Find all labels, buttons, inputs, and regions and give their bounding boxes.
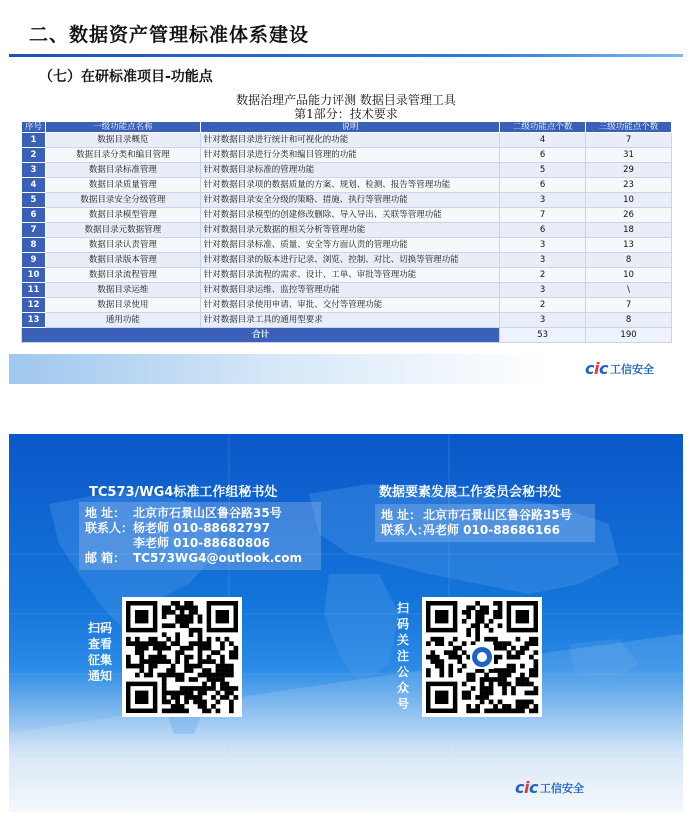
row-level3-count: 29 <box>586 163 672 178</box>
row-level2-count: 5 <box>500 163 586 178</box>
left-address: 北京市石景山区鲁谷路35号 <box>133 506 282 520</box>
cic-logo-mark: cic <box>585 359 608 378</box>
left-qr-caption: 扫码 查看 征集 通知 <box>87 621 112 683</box>
right-contact-row <box>381 523 591 538</box>
qr-code-icon <box>422 597 542 717</box>
row-level3-count: \ <box>586 283 672 298</box>
left-email: TC573WG4@outlook.com <box>133 551 303 565</box>
row-level3-count: 18 <box>586 223 672 238</box>
title-rule <box>9 54 683 57</box>
table-row <box>22 238 672 253</box>
row-level2-count: 6 <box>500 148 586 163</box>
cic-logo-mark: cic <box>515 778 538 797</box>
slide-contact <box>9 434 683 812</box>
table-row <box>22 268 672 283</box>
row-level3-count: 7 <box>586 298 672 313</box>
row-level2-count: 7 <box>500 208 586 223</box>
table-caption-line1: 数据治理产品能力评测 数据目录管理工具 <box>236 93 456 107</box>
left-contact-2: 李老师 010-88680806 <box>133 536 271 550</box>
total-level2: 53 <box>500 328 586 343</box>
table-row <box>22 178 672 193</box>
row-number: 11 <box>22 283 46 298</box>
slide-footer-band <box>9 354 683 384</box>
row-number: 5 <box>22 193 46 208</box>
row-level3-count: 23 <box>586 178 672 193</box>
row-level1-name: 数据目录质量管理 <box>45 178 200 193</box>
row-level3-count: 26 <box>586 208 672 223</box>
left-contact-1: 杨老师 010-88682797 <box>133 521 271 535</box>
cic-logo <box>585 359 654 378</box>
table-row <box>22 253 672 268</box>
row-level2-count: 6 <box>500 178 586 193</box>
row-number: 3 <box>22 163 46 178</box>
row-description: 针对数据目录使用申请、审批、交付等管理功能 <box>200 298 499 313</box>
row-level3-count: 10 <box>586 268 672 283</box>
row-level1-name: 数据目录元数据管理 <box>45 223 200 238</box>
row-description: 针对数据目录标准的管理功能 <box>200 163 499 178</box>
table-row <box>22 298 672 313</box>
row-description: 针对数据目录进行统计和可视化的功能 <box>200 133 499 148</box>
right-heading: 数据要素发展工作委员会秘书处 <box>379 485 562 500</box>
left-heading: TC573/WG4标准工作组秘书处 <box>89 485 278 500</box>
right-contact-box <box>375 504 595 542</box>
row-level1-name: 数据目录模型管理 <box>45 208 200 223</box>
row-number: 12 <box>22 298 46 313</box>
row-level2-count: 3 <box>500 283 586 298</box>
row-level1-name: 数据目录概览 <box>45 133 200 148</box>
row-number: 9 <box>22 253 46 268</box>
slide-title: 二、数据资产管理标准体系建设 <box>29 24 310 46</box>
row-level1-name: 数据目录认责管理 <box>45 238 200 253</box>
table-caption-line2: 第1部分：技术要求 <box>294 107 398 121</box>
row-description: 针对数据目录流程的需求、设计、工单、审批等管理功能 <box>200 268 499 283</box>
logo-text: 工信安全 <box>539 781 584 795</box>
row-level2-count: 6 <box>500 223 586 238</box>
total-level3: 190 <box>586 328 672 343</box>
row-number: 2 <box>22 148 46 163</box>
row-description: 针对数据目录进行分类和编目管理的功能 <box>200 148 499 163</box>
col-header-l2: 二级功能点个数 <box>500 122 586 133</box>
left-contact-box <box>79 502 321 570</box>
row-number: 13 <box>22 313 46 328</box>
row-description: 针对数据目录标准、质量、安全等方面认责的管理功能 <box>200 238 499 253</box>
qr-code-notice[interactable] <box>122 597 242 717</box>
row-level2-count: 3 <box>500 238 586 253</box>
right-contact-1: 冯老师 010-88686166 <box>423 523 561 537</box>
row-description: 针对数据目录元数据的相关分析等管理功能 <box>200 223 499 238</box>
slide-subtitle: （七）在研标准项目-功能点 <box>39 69 213 85</box>
row-level3-count: 10 <box>586 193 672 208</box>
row-number: 1 <box>22 133 46 148</box>
row-level3-count: 8 <box>586 253 672 268</box>
row-number: 4 <box>22 178 46 193</box>
left-email-row <box>85 551 317 566</box>
row-level2-count: 3 <box>500 253 586 268</box>
table-row <box>22 223 672 238</box>
row-description: 针对数据目录安全分级的策略、措施、执行等管理功能 <box>200 193 499 208</box>
row-number: 7 <box>22 223 46 238</box>
contact-key: 联系人： <box>381 523 430 537</box>
address-key: 地 址： <box>85 506 126 520</box>
logo-text: 工信安全 <box>609 362 654 376</box>
total-label: 合计 <box>22 328 500 343</box>
table-header-row <box>22 122 672 133</box>
address-key: 地 址： <box>381 508 422 522</box>
col-header-name: 一级功能点名称 <box>45 122 200 133</box>
qr-code-icon <box>122 597 242 717</box>
row-level1-name: 数据目录运维 <box>45 283 200 298</box>
row-description: 针对数据目录模型的创建修改删除、导入导出、关联等管理功能 <box>200 208 499 223</box>
left-address-row <box>85 506 317 521</box>
right-address-row <box>381 508 591 523</box>
left-contact-row-2 <box>85 536 317 551</box>
row-level1-name: 数据目录分类和编目管理 <box>45 148 200 163</box>
row-level2-count: 3 <box>500 193 586 208</box>
row-level1-name: 数据目录标准管理 <box>45 163 200 178</box>
right-address: 北京市石景山区鲁谷路35号 <box>423 508 572 522</box>
table-row <box>22 283 672 298</box>
row-level2-count: 3 <box>500 313 586 328</box>
col-header-desc: 说明 <box>200 122 499 133</box>
row-level3-count: 31 <box>586 148 672 163</box>
row-level2-count: 2 <box>500 298 586 313</box>
row-level2-count: 2 <box>500 268 586 283</box>
row-level3-count: 13 <box>586 238 672 253</box>
table-row <box>22 148 672 163</box>
col-header-no: 序号 <box>22 122 46 133</box>
row-description: 针对数据目录运维、监控等管理功能 <box>200 283 499 298</box>
slide-feature-points <box>9 6 683 384</box>
row-number: 6 <box>22 208 46 223</box>
row-number: 10 <box>22 268 46 283</box>
table-row <box>22 208 672 223</box>
row-level3-count: 7 <box>586 133 672 148</box>
right-qr-caption: 扫 码 关 注 公 众 号 <box>396 601 409 711</box>
feature-points-table <box>21 121 672 343</box>
qr-code-official-account[interactable] <box>422 597 542 717</box>
table-row <box>22 313 672 328</box>
row-level3-count: 8 <box>586 313 672 328</box>
row-description: 针对数据目录项的数据质量的方案、规划、检测、报告等管理功能 <box>200 178 499 193</box>
table-row <box>22 133 672 148</box>
table-total-row <box>22 328 672 343</box>
row-description: 针对数据目录工具的通用型要求 <box>200 313 499 328</box>
email-key: 邮 箱： <box>85 551 126 565</box>
contact-key: 联系人： <box>85 521 134 535</box>
left-contact-row-1 <box>85 521 317 536</box>
row-level2-count: 4 <box>500 133 586 148</box>
cic-logo <box>515 778 584 797</box>
row-level1-name: 数据目录版本管理 <box>45 253 200 268</box>
col-header-l3: 三级功能点个数 <box>586 122 672 133</box>
table-row <box>22 193 672 208</box>
row-level1-name: 数据目录安全分级管理 <box>45 193 200 208</box>
row-level1-name: 数据目录流程管理 <box>45 268 200 283</box>
row-description: 针对数据目录的版本进行记录、浏览、控制、对比、切换等管理功能 <box>200 253 499 268</box>
table-row <box>22 163 672 178</box>
row-level1-name: 通用功能 <box>45 313 200 328</box>
row-level1-name: 数据目录使用 <box>45 298 200 313</box>
row-number: 8 <box>22 238 46 253</box>
